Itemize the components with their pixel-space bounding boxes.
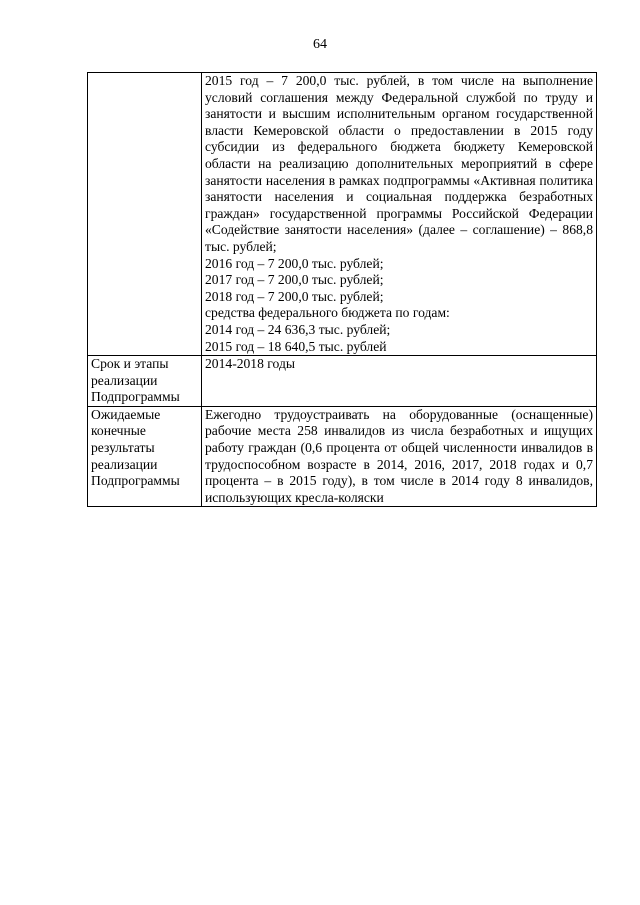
timeline-years: 2014-2018 годы xyxy=(205,356,295,372)
timeline-value xyxy=(202,356,597,407)
label-line: результаты xyxy=(91,440,155,456)
label-line: Ожидаемые xyxy=(91,406,161,422)
timeline-label xyxy=(88,356,202,407)
table-row-funding xyxy=(88,73,597,356)
funding-line: 2017 год – 7 200,0 тыс. рублей; xyxy=(205,272,384,288)
page-number: 64 xyxy=(313,37,327,52)
expected-results-label xyxy=(88,406,202,507)
funding-line: средства федерального бюджета по годам: xyxy=(205,305,450,321)
subprogram-passport-table xyxy=(87,72,597,507)
label-line: Срок и этапы xyxy=(91,356,169,372)
label-line: Подпрограммы xyxy=(91,389,180,405)
funding-line: 2018 год – 7 200,0 тыс. рублей; xyxy=(205,288,384,304)
funding-2015-paragraph: 2015 год – 7 200,0 тыс. рублей, в том числе на выполнение условий соглашения между Федеральной службой по труду и занятости и высшим исполнительным органом государственной власти Кемеровской области о предоставлении в 2015 году субсидии из федерального бюджета бюджету Кемеровской области на реализацию дополнительных мероприятий в сфере занятости населения в рамках подпрограммы «Активная политика занятости населения и социальная поддержка безработных граждан» государственной программы Российской Федерации «Содействие занятости населения» (далее – соглашение) – 868,8 тыс. рублей; xyxy=(205,73,593,254)
label-line: конечные xyxy=(91,423,146,439)
expected-results-text: Ежегодно трудоустраивать на оборудованные (оснащенные) рабочие места 258 инвалидов из числа безработных и ищущих работу граждан (0,6 процента от общей численности инвалидов в трудоспособном возрасте в 2014, 2016, 2017, 2018 годах и 0,7 процента – в 2015 году), в том числе в 2014 году 8 инвалидов, использующих кресла-коляски xyxy=(205,406,593,505)
table-row-expected-results xyxy=(88,406,597,507)
funding-line: 2015 год – 18 640,5 тыс. рублей xyxy=(205,338,387,354)
table-row-timeline xyxy=(88,356,597,407)
label-line: реализации xyxy=(91,456,158,472)
label-line: Подпрограммы xyxy=(91,473,180,489)
funding-line: 2014 год – 24 636,3 тыс. рублей; xyxy=(205,321,391,337)
expected-results-value xyxy=(202,406,597,507)
label-cell-empty xyxy=(88,73,202,356)
label-line: реализации xyxy=(91,372,158,388)
funding-line: 2016 год – 7 200,0 тыс. рублей; xyxy=(205,255,384,271)
funding-cell xyxy=(202,73,597,356)
